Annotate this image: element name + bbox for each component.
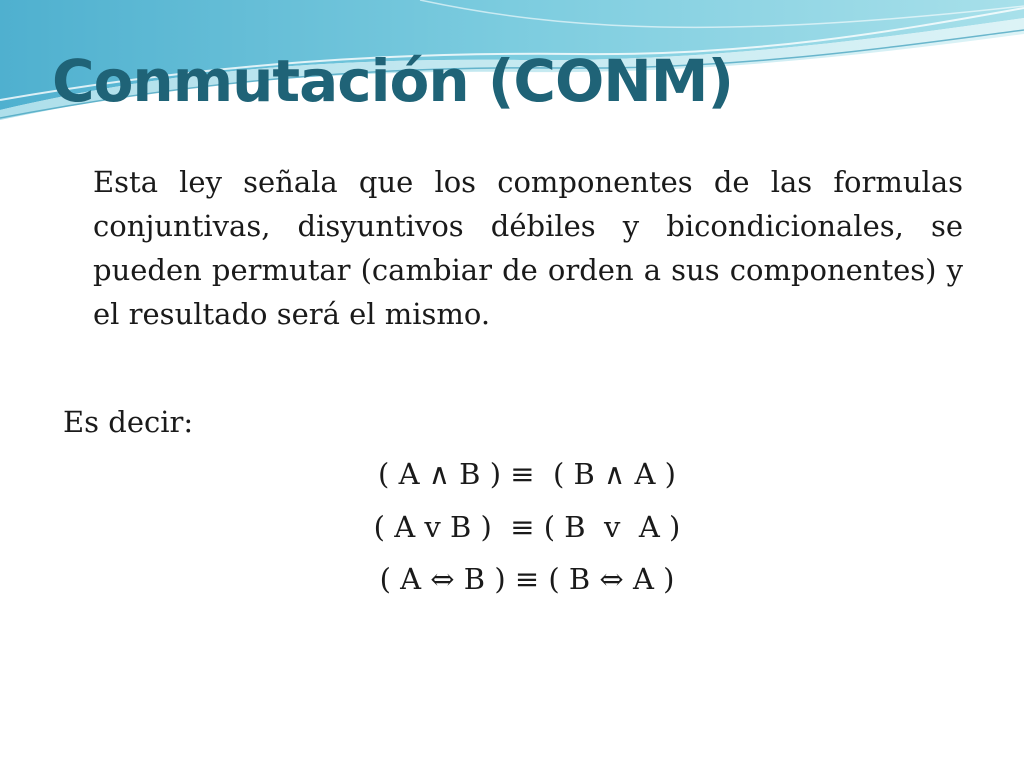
formula-biconditional: ( A ⇔ B ) ≡ ( B ⇔ A ) <box>379 562 675 596</box>
formula-conjunction: ( A ∧ B ) ≡ ( B ∧ A ) <box>378 457 676 491</box>
slide-title: Conmutación (CONM) <box>52 47 734 115</box>
body-paragraph: Esta ley señala que los componentes de las formulas conjuntivas, disyuntivos débiles y bicondicionales, se pueden permutar (cambiar de orden a sus componentes) y el resultado será el mismo. <box>93 165 963 331</box>
formula-disjunction: ( A v B ) ≡ ( B v A ) <box>373 510 681 544</box>
es-decir-label: Es decir: <box>63 405 194 439</box>
